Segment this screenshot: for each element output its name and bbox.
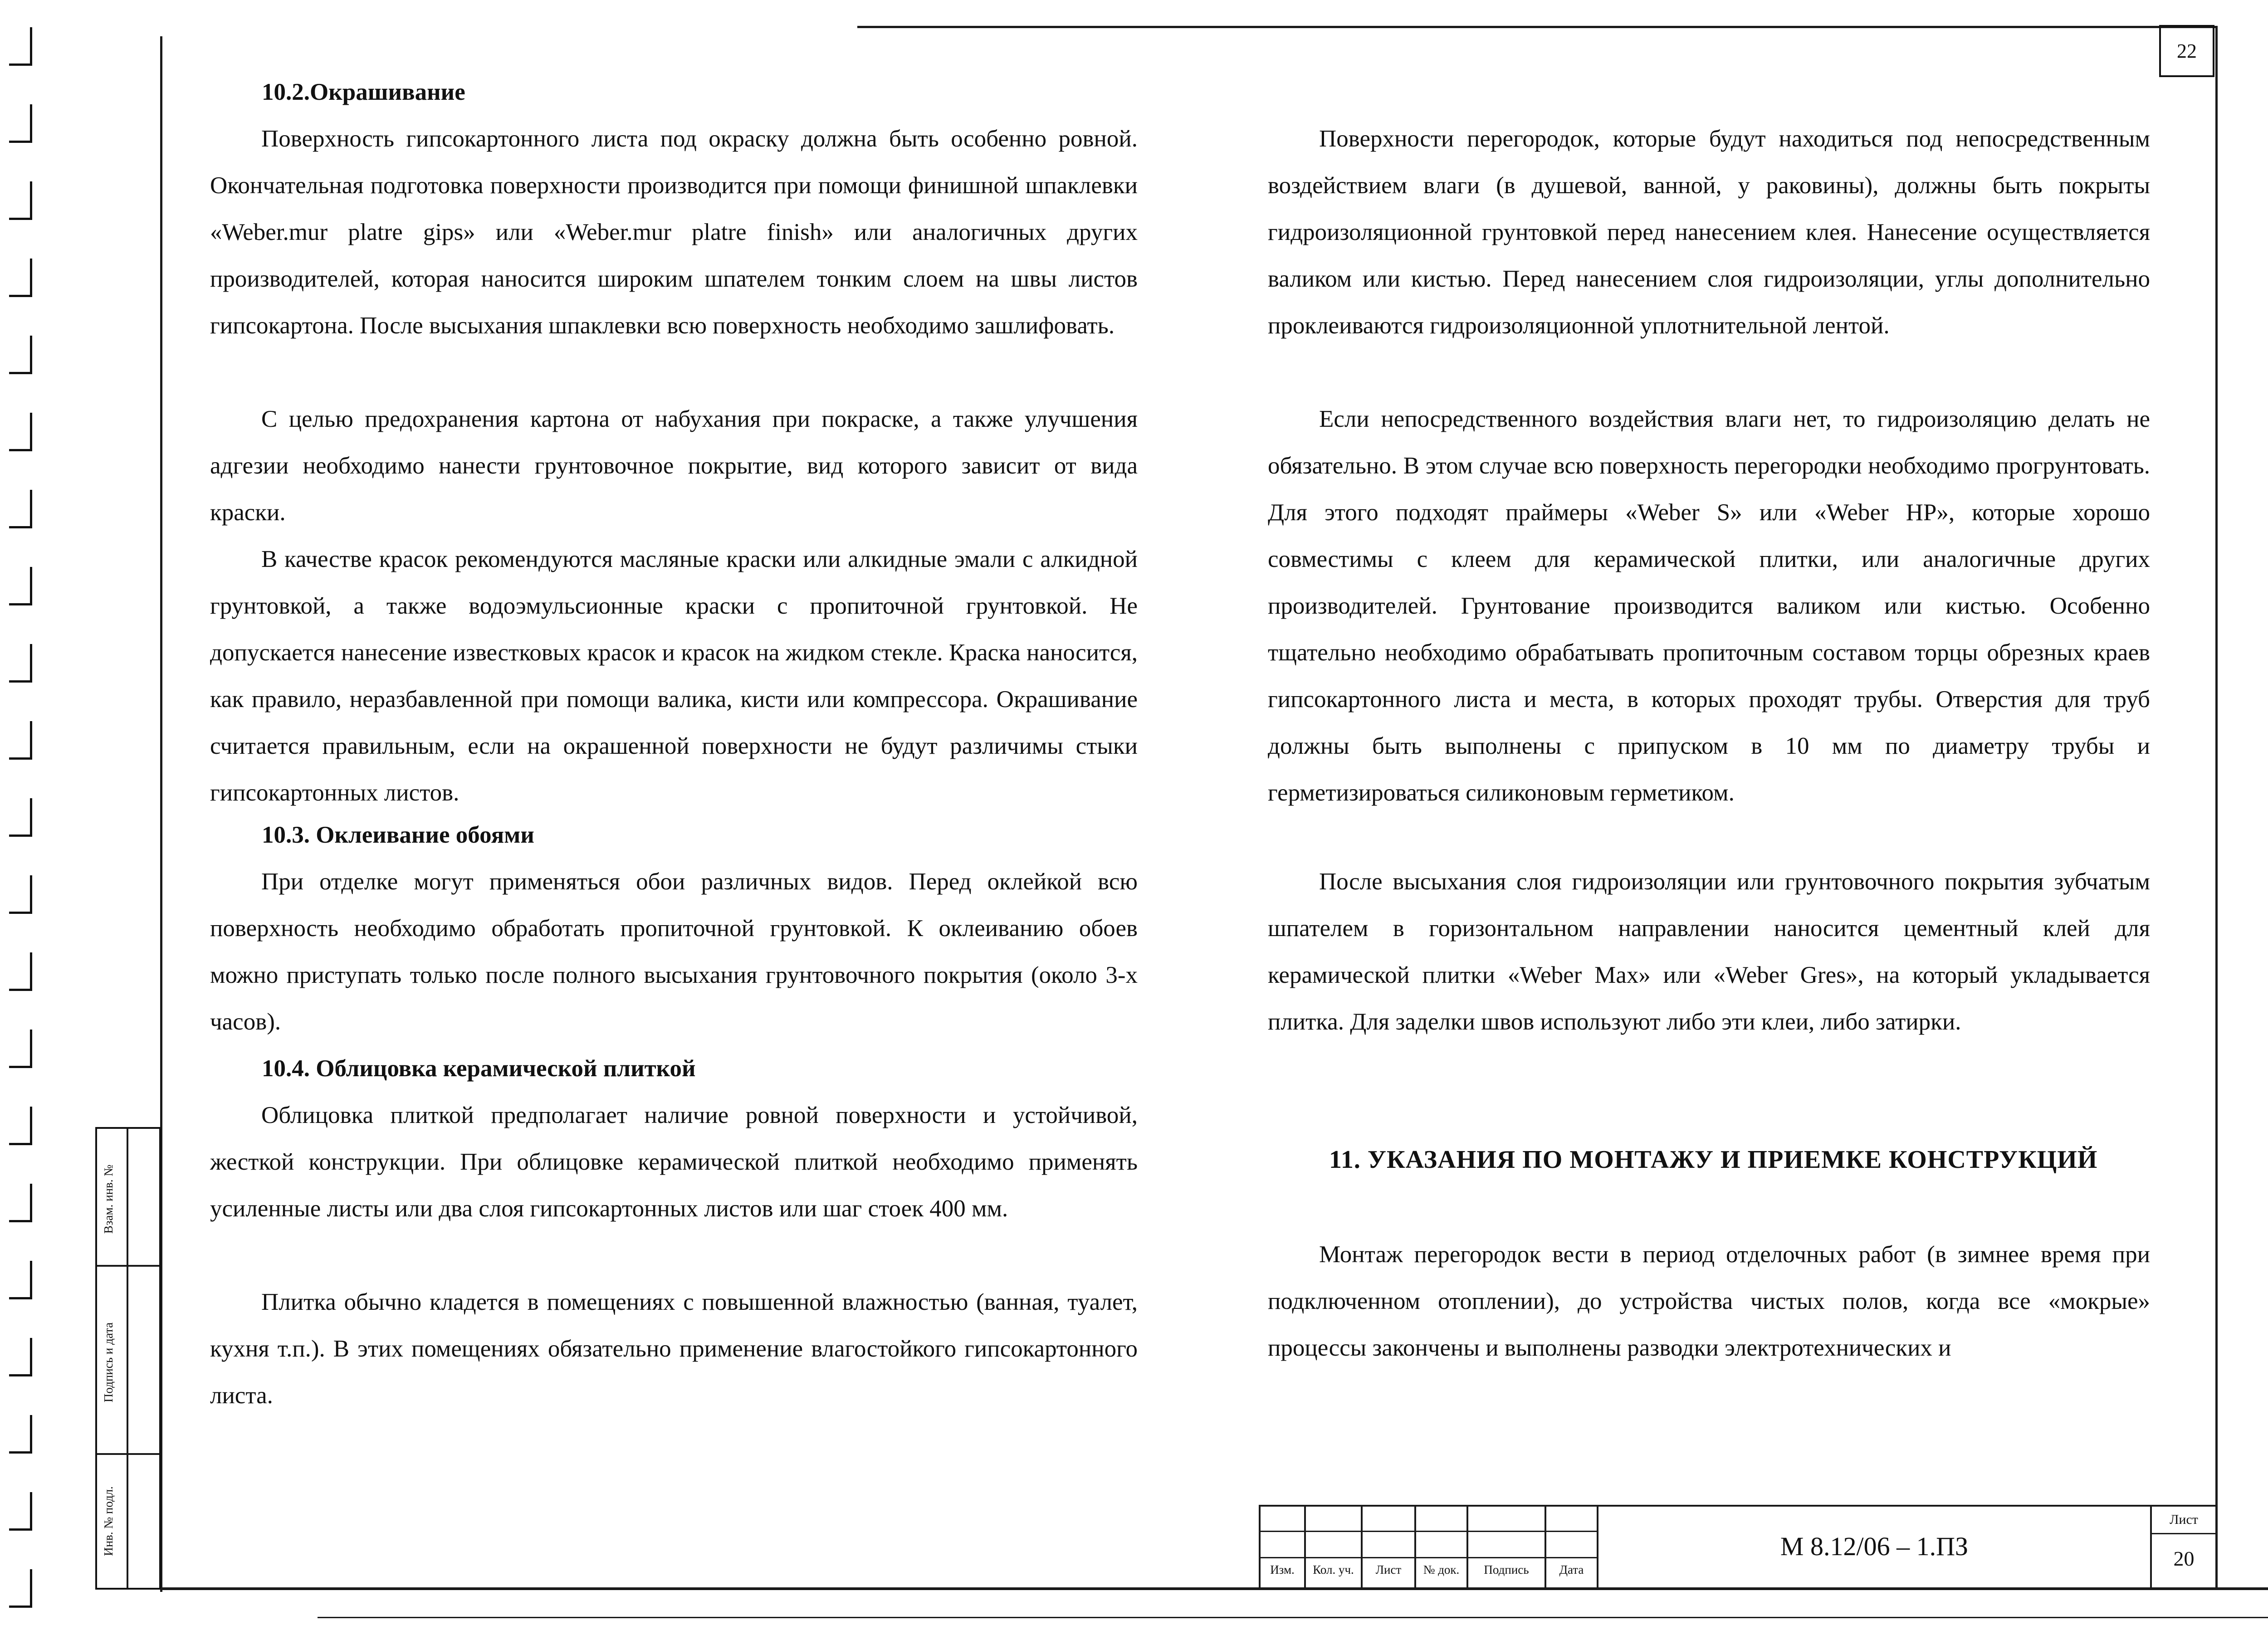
top-page-number-box: [2159, 25, 2214, 77]
binding-tick: [9, 104, 32, 143]
title-block-col-sheet: Лист: [1375, 1563, 1402, 1576]
binding-tick: [9, 1492, 32, 1531]
side-stamp-label-inventory: Инв. № подл.: [102, 1486, 115, 1556]
binding-tick: [9, 181, 32, 220]
binding-tick: [9, 1415, 32, 1454]
section-10-4-heading: 10.4. Облицовка керамической плиткой: [262, 1055, 696, 1082]
side-stamp-column-divider: [127, 1129, 128, 1588]
binding-tick: [9, 259, 32, 297]
document-code: М 8.12/06 – 1.ПЗ: [1780, 1532, 1969, 1561]
section-10-2-paragraph-1: Поверхность гипсокартонного листа под окраску должна быть особенно ровной. Окончательная подготовка поверхности производится при помощи финишной шпаклевки «Weber.mur platre gips» или «Weber.mur platre finish» или аналогичных других производителей, которая наносится широким шпателем тонким слоем на швы листов гипсокартона. После высыхания шпаклевки всю поверхность необходимо зашлифовать.: [210, 126, 1138, 339]
right-paragraph-2: Если непосредственного воздействия влаги нет, то гидроизоляцию делать не обязательно. В этом случае всю поверхность перегородки необходимо прогрунтовать. Для этого подходят праймеры «Weber S» или «Weber HP», которые хорошо совместимы с клеем для керамической плитки, или аналогичные других производителей. Грунтование производится валиком или кистью. Особенно тщательно необходимо обрабатывать пропиточным составом торцы обрезных краев гипсокартонного листа и места, в которых проходят трубы. Отверстия для труб должны быть выполнены с припуском в 10 мм по диаметру трубы и герметизироваться силиконовым герметиком.: [1268, 406, 2150, 806]
binding-tick: [9, 644, 32, 683]
right-paragraph-1: Поверхности перегородок, которые будут находиться под непосредственным воздействием влаги (в душевой, ванной, у раковины), должны быть покрыты гидроизоляционной грунтовкой перед нанесением клея. Нанесение осуществляется валиком или кистью. Перед нанесением слоя гидроизоляции, углы дополнительно проклеиваются гидроизоляционной уплотнительной лентой.: [1268, 126, 2150, 339]
section-11-paragraph: Монтаж перегородок вести в период отделочных работ (в зимнее время при подключенном отоплении), до устройства чистых полов, когда все «мокрые» процессы закончены и выполнены разводки электротехнических и: [1268, 1241, 2150, 1361]
title-block-grid-line: [2150, 1533, 2216, 1534]
binding-tick: [9, 27, 32, 66]
section-10-2-heading: 10.2.Окрашивание: [262, 79, 465, 105]
section-10-2-paragraph-2: С целью предохранения картона от набухания при покраске, а также улучшения адгезии необходимо нанести грунтовочное покрытие, вид которого зависит от вида краски.: [210, 406, 1138, 526]
binding-tick: [9, 1030, 32, 1068]
binding-tick: [9, 1338, 32, 1376]
side-stamp-label-replacement: Взам. инв. №: [102, 1164, 115, 1234]
title-block-top-line: [1259, 1505, 2216, 1507]
section-10-2-paragraph-3: В качестве красок рекомендуются масляные краски или алкидные эмали с алкидной грунтовкой, а также водоэмульсионные краски с пропиточной грунтовкой. Не допускается нанесение известковых красок и красок на жидком стекле. Краска наносится, как правило, неразбавленной при помощи валика, кисти или компрессора. Окрашивание считается правильным, если на окрашенной поверхности не будут различимы стыки гипсокартонных листов.: [210, 546, 1138, 806]
title-block-col-change: Изм.: [1270, 1563, 1295, 1576]
section-10-3-paragraph-1: При отделке могут применяться обои различных видов. Перед оклейкой всю поверхность необходимо обработать пропиточной грунтовкой. К оклеиванию обоев можно приступать только после полного высыхания грунтовочного покрытия (около 3-х часов).: [210, 869, 1138, 1035]
side-stamp: [95, 1127, 161, 1590]
binding-tick: [9, 1184, 32, 1222]
frame-top-line: [857, 26, 2216, 28]
frame-bottom-extra-line: [318, 1617, 2268, 1618]
sheet-number: 20: [2173, 1547, 2195, 1570]
sheet-label: Лист: [2170, 1512, 2198, 1527]
title-block-col-docnum: № док.: [1423, 1563, 1460, 1576]
section-10-4-paragraph-2: Плитка обычно кладется в помещениях с повышенной влажностью (ванная, туалет, кухня т.п.). В этих помещениях обязательно применение влагостойкого гипсокартонного листа.: [210, 1289, 1138, 1409]
binding-tick: [9, 336, 32, 374]
binding-tick: [9, 1261, 32, 1299]
title-block-col-signature: Подпись: [1484, 1563, 1529, 1576]
binding-tick: [9, 721, 32, 760]
binding-tick: [9, 1107, 32, 1145]
binding-tick: [9, 490, 32, 528]
binding-tick: [9, 567, 32, 605]
title-block-col-date: Дата: [1559, 1563, 1584, 1576]
binding-tick: [9, 1569, 32, 1608]
right-paragraph-3: После высыхания слоя гидроизоляции или грунтовочного покрытия зубчатым шпателем в горизонтальном направлении наносится цементный клей для керамической плитки «Weber Max» или «Weber Gres», на который укладывается плитка. Для заделки швов используют либо эти клеи, либо затирки.: [1268, 869, 2150, 1035]
binding-tick: [9, 952, 32, 991]
section-10-3-heading: 10.3. Оклеивание обоями: [262, 822, 534, 848]
title-block-col-qty: Кол. уч.: [1313, 1563, 1354, 1576]
binding-tick: [9, 413, 32, 451]
top-page-number: 22: [2177, 40, 2197, 62]
section-11-heading: 11. УКАЗАНИЯ ПО МОНТАЖУ И ПРИЕМКЕ КОНСТРУКЦИЙ: [1329, 1146, 2098, 1174]
binding-tick: [9, 875, 32, 914]
section-10-4-paragraph-1: Облицовка плиткой предполагает наличие ровной поверхности и устойчивой, жесткой конструкции. При облицовке керамической плиткой необходимо применять усиленные листы или два слоя гипсокартонных листов или шаг стоек 400 мм.: [210, 1102, 1138, 1222]
side-stamp-label-signature: Подпись и дата: [102, 1322, 115, 1403]
title-block: [1259, 1505, 2216, 1590]
binding-tick: [9, 798, 32, 837]
frame-right-line: [2215, 26, 2218, 1588]
